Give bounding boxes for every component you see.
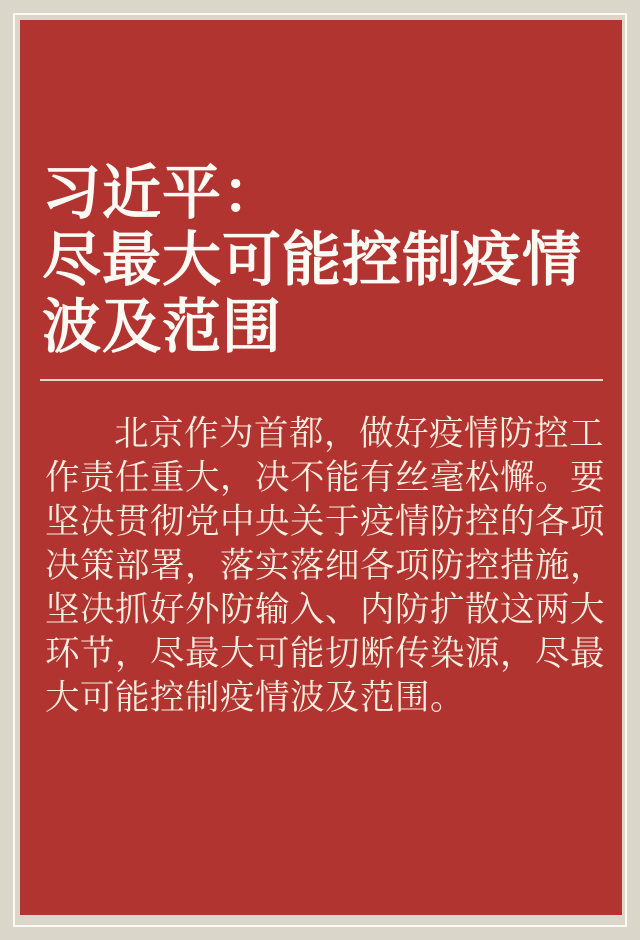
title-line-speaker: 习近平：: [42, 160, 283, 226]
title-line-main-2: 波及范围: [42, 294, 283, 360]
poster-card: [20, 20, 622, 915]
body-line: 坚决抓好外防输入、内防扩散这两大: [45, 590, 605, 630]
body-line: 坚决贯彻党中央关于疫情防控的各项: [45, 502, 605, 542]
poster-title: [42, 160, 604, 361]
title-line-main-1: 尽最大可能控制疫情: [42, 227, 583, 293]
body-line: 北京作为首都，做好疫情防控工: [114, 414, 604, 454]
body-line: 决策部署，落实落细各项防控措施，: [45, 546, 605, 586]
body-line: 作责任重大，决不能有丝毫松懈。要: [45, 458, 605, 498]
poster-body: [45, 412, 607, 720]
divider-line: [40, 379, 603, 381]
body-line: 环节，尽最大可能切断传染源，尽最: [45, 634, 605, 674]
body-line: 大可能控制疫情波及范围。: [45, 678, 465, 718]
